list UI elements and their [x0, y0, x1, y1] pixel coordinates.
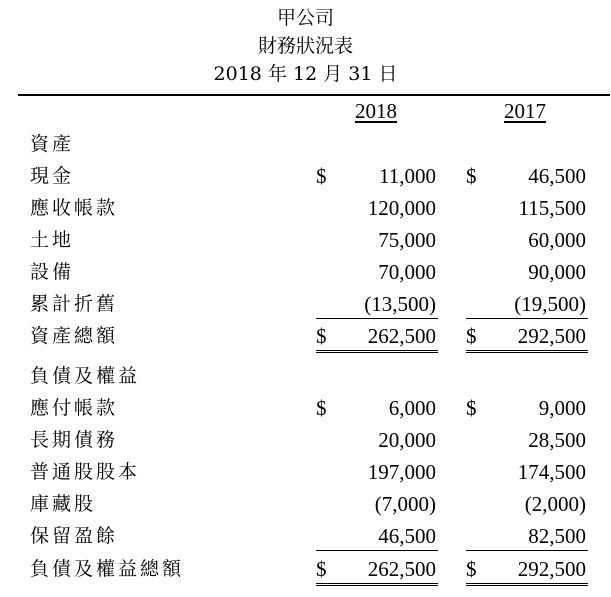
value: 174,500	[517, 460, 586, 484]
value: 11,000	[379, 164, 436, 188]
value-cell-2018	[316, 424, 438, 454]
value: 46,500	[528, 164, 586, 188]
value-cell-2017	[466, 160, 588, 190]
currency-symbol: $	[316, 324, 327, 348]
value-cell-2017	[466, 288, 588, 319]
value: (19,500)	[514, 292, 586, 316]
total-row	[0, 320, 611, 352]
total-row	[0, 553, 611, 585]
table-row	[0, 456, 611, 488]
value: 46,500	[378, 524, 436, 548]
value-cell-2017	[466, 320, 588, 353]
currency-symbol: $	[316, 164, 327, 188]
currency-symbol: $	[316, 396, 327, 420]
value: 82,500	[528, 524, 586, 548]
currency-symbol: $	[316, 557, 327, 581]
value-cell-2018	[316, 488, 438, 518]
section-header-row	[0, 360, 611, 392]
currency-symbol: $	[466, 557, 477, 581]
value-cell-2017	[466, 256, 588, 286]
value: 262,500	[367, 557, 436, 581]
value: 292,500	[517, 324, 586, 348]
value: 20,000	[378, 428, 436, 452]
value-cell-2017	[466, 456, 588, 486]
column-header-2017: 2017	[504, 99, 546, 123]
table-row	[0, 224, 611, 256]
value: (2,000)	[524, 492, 586, 516]
value-cell-2017	[466, 553, 588, 586]
row-label: 現金	[30, 165, 75, 187]
value-cell-2017	[466, 520, 588, 551]
table-row	[0, 160, 611, 192]
table-row	[0, 392, 611, 424]
value-cell-2018	[316, 520, 438, 551]
value: 70,000	[378, 260, 436, 284]
row-label: 應收帳款	[30, 197, 119, 219]
value-cell-2017	[466, 224, 588, 254]
row-label: 設備	[30, 261, 75, 283]
value: (7,000)	[374, 492, 436, 516]
value: 262,500	[367, 324, 436, 348]
table-row	[0, 424, 611, 456]
header-rule	[18, 94, 610, 96]
value-cell-2018	[316, 288, 438, 319]
value: 75,000	[378, 228, 436, 252]
value-cell-2017	[466, 488, 588, 518]
value: 197,000	[367, 460, 436, 484]
value-cell-2018	[316, 456, 438, 486]
row-label: 土地	[30, 229, 75, 251]
row-label: 應付帳款	[30, 397, 119, 419]
value: (13,500)	[364, 292, 436, 316]
table-row	[0, 288, 611, 320]
value: 115,500	[518, 196, 586, 220]
value-cell-2018	[316, 320, 438, 353]
currency-symbol: $	[466, 396, 477, 420]
table-row	[0, 256, 611, 288]
row-label: 普通股股本	[30, 461, 141, 483]
value: 120,000	[367, 196, 436, 220]
row-label: 累計折舊	[30, 293, 119, 315]
value-cell-2018	[316, 256, 438, 286]
statement-title: 財務狀況表	[257, 35, 353, 57]
column-header-2018: 2018	[355, 99, 397, 123]
value: 292,500	[517, 557, 586, 581]
table-row	[0, 192, 611, 224]
value: 90,000	[528, 260, 586, 284]
row-label: 負債及權益	[30, 365, 141, 387]
section-header-row	[0, 128, 611, 160]
currency-symbol: $	[466, 324, 477, 348]
value-cell-2018	[316, 160, 438, 190]
row-label: 保留盈餘	[30, 525, 119, 547]
value-cell-2017	[466, 424, 588, 454]
value-cell-2017	[466, 392, 588, 422]
value-cell-2018	[316, 392, 438, 422]
company-name: 甲公司	[276, 7, 334, 29]
value-cell-2017	[466, 192, 588, 222]
statement-date: 2018 年 12 月 31 日	[213, 63, 398, 85]
value: 28,500	[528, 428, 586, 452]
table-row	[0, 520, 611, 552]
value: 60,000	[528, 228, 586, 252]
row-label: 庫藏股	[30, 493, 97, 515]
value: 9,000	[538, 396, 586, 420]
value-cell-2018	[316, 224, 438, 254]
value: 6,000	[388, 396, 436, 420]
table-row	[0, 488, 611, 520]
row-label: 資產	[30, 133, 75, 155]
row-label: 負債及權益總額	[30, 558, 185, 580]
value-cell-2018	[316, 192, 438, 222]
value-cell-2018	[316, 553, 438, 586]
row-label: 長期債務	[30, 429, 119, 451]
row-label: 資產總額	[30, 325, 119, 347]
currency-symbol: $	[466, 164, 477, 188]
